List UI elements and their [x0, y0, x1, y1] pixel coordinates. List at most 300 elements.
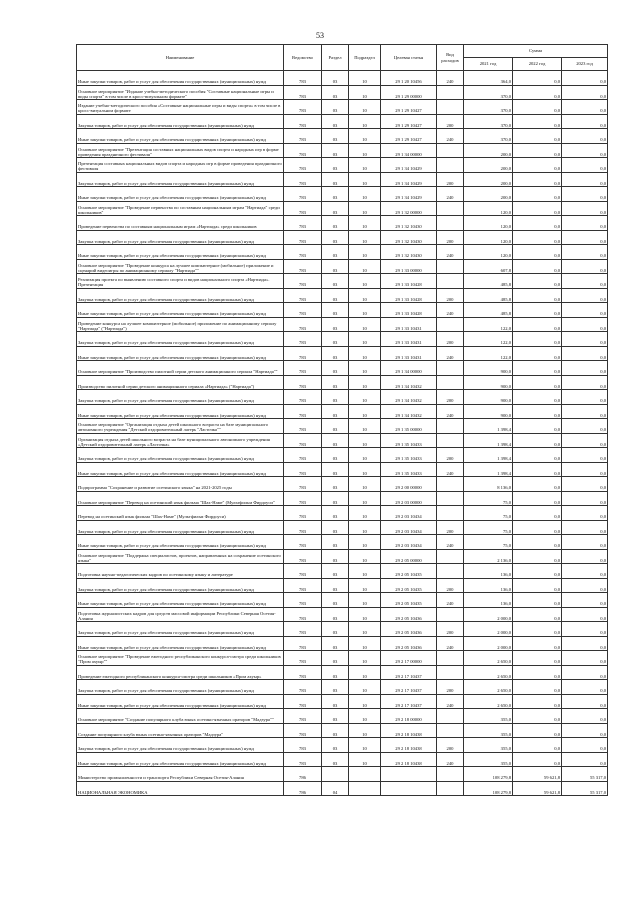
row-sum-2021: 2 650,0 — [464, 694, 513, 709]
row-vedomstvo: 783 — [284, 114, 322, 129]
row-vid — [437, 709, 464, 724]
row-sum-2023: 0,0 — [562, 317, 608, 332]
row-podrazdel: 10 — [349, 129, 381, 144]
row-sum-2021: 2 000,0 — [464, 636, 513, 651]
row-name: Основное мероприятие "Создание популярного клуба юных осетино-язычных ораторов "Мадзура"" — [77, 709, 284, 724]
row-razdel: 03 — [322, 245, 349, 260]
row-name: Иные закупки товаров, работ и услуг для обеспечения государственных (муниципальных) нужд — [77, 129, 284, 144]
row-vid: 200 — [437, 390, 464, 405]
row-razdel: 03 — [322, 71, 349, 86]
row-sum-2023: 0,0 — [562, 448, 608, 463]
row-vedomstvo: 783 — [284, 375, 322, 390]
row-razdel: 03 — [322, 129, 349, 144]
row-target: 29 1 35 10433 — [381, 433, 437, 448]
row-podrazdel: 10 — [349, 477, 381, 492]
row-vid — [437, 665, 464, 680]
row-sum-2022: 0,0 — [513, 274, 562, 289]
table-row — [77, 477, 608, 492]
row-razdel: 03 — [322, 85, 349, 100]
row-podrazdel: 10 — [349, 317, 381, 332]
row-target: 29 2 03 00000 — [381, 491, 437, 506]
row-vid — [437, 419, 464, 434]
row-sum-2023: 55 317,0 — [562, 781, 608, 796]
row-vedomstvo: 783 — [284, 709, 322, 724]
row-vedomstvo: 783 — [284, 129, 322, 144]
row-sum-2022: 0,0 — [513, 564, 562, 579]
row-sum-2023: 0,0 — [562, 462, 608, 477]
row-sum-2021: 370,0 — [464, 85, 513, 100]
budget-table — [76, 44, 608, 796]
row-name: Иные закупки товаров, работ и услуг для обеспечения государственных (муниципальных) нужд — [77, 593, 284, 608]
row-sum-2022: 0,0 — [513, 520, 562, 535]
row-razdel: 03 — [322, 448, 349, 463]
row-razdel: 03 — [322, 259, 349, 274]
row-vedomstvo: 783 — [284, 201, 322, 216]
header-podrazdel: Подраздел — [349, 45, 381, 71]
row-podrazdel: 10 — [349, 259, 381, 274]
row-sum-2022: 0,0 — [513, 317, 562, 332]
row-sum-2023: 0,0 — [562, 288, 608, 303]
row-vid: 240 — [437, 535, 464, 550]
row-sum-2022: 0,0 — [513, 143, 562, 158]
row-sum-2023: 0,0 — [562, 187, 608, 202]
row-sum-2022: 0,0 — [513, 694, 562, 709]
row-sum-2023: 0,0 — [562, 361, 608, 376]
row-sum-2022: 0,0 — [513, 680, 562, 695]
row-vedomstvo: 783 — [284, 607, 322, 622]
row-sum-2022: 0,0 — [513, 361, 562, 376]
row-sum-2022: 0,0 — [513, 448, 562, 463]
row-name: Основное мероприятие "Проведение ежегодного республиканского конкурса-смотра среди школьников "Пром ахуыр"" — [77, 651, 284, 666]
table-row — [77, 100, 608, 115]
row-sum-2021: 108 279,8 — [464, 781, 513, 796]
row-sum-2022: 0,0 — [513, 71, 562, 86]
row-vedomstvo: 783 — [284, 85, 322, 100]
row-sum-2021: 2 650,0 — [464, 680, 513, 695]
row-sum-2023: 0,0 — [562, 259, 608, 274]
row-target: 29 1 33 10431 — [381, 317, 437, 332]
row-sum-2022: 0,0 — [513, 404, 562, 419]
row-target: 29 1 33 10428 — [381, 288, 437, 303]
row-name: НАЦИОНАЛЬНАЯ ЭКОНОМИКА — [77, 781, 284, 796]
row-sum-2023: 0,0 — [562, 738, 608, 753]
row-sum-2022: 0,0 — [513, 665, 562, 680]
row-sum-2021: 200,0 — [464, 158, 513, 173]
row-podrazdel: 10 — [349, 578, 381, 593]
row-razdel: 03 — [322, 477, 349, 492]
row-target: 29 1 34 00000 — [381, 143, 437, 158]
row-vedomstvo: 783 — [284, 158, 322, 173]
row-name: Основное мероприятие "Издание учебно-методического пособия "Составные национальные игры и виды спорта" в том числе в кросс-визуальном формате" — [77, 85, 284, 100]
row-sum-2021: 75,0 — [464, 506, 513, 521]
row-target: 29 2 18 10438 — [381, 723, 437, 738]
row-name: Закупка товаров, работ и услуг для обеспечения государственных (муниципальных) нужд — [77, 738, 284, 753]
row-name: Закупка товаров, работ и услуг для обеспечения государственных (муниципальных) нужд — [77, 680, 284, 695]
row-razdel: 03 — [322, 433, 349, 448]
row-vid — [437, 477, 464, 492]
table-row — [77, 274, 608, 289]
row-podrazdel: 10 — [349, 404, 381, 419]
row-podrazdel: 10 — [349, 752, 381, 767]
row-vid — [437, 491, 464, 506]
row-name: Подпрограмма "Сохранение и развитие осетинского языка" на 2021-2025 годы — [77, 477, 284, 492]
row-target: 29 2 05 10435 — [381, 578, 437, 593]
row-razdel: 03 — [322, 419, 349, 434]
row-podrazdel: 10 — [349, 593, 381, 608]
table-row — [77, 709, 608, 724]
row-podrazdel: 10 — [349, 448, 381, 463]
row-sum-2022: 0,0 — [513, 129, 562, 144]
row-sum-2021: 485,8 — [464, 274, 513, 289]
row-razdel: 03 — [322, 230, 349, 245]
row-podrazdel: 10 — [349, 274, 381, 289]
row-name: Основное мероприятие "Проведение первенства по составным национальным играм "Нартиада" среди школьников" — [77, 201, 284, 216]
row-vedomstvo: 783 — [284, 303, 322, 318]
row-podrazdel: 10 — [349, 462, 381, 477]
row-razdel: 03 — [322, 651, 349, 666]
row-vid — [437, 607, 464, 622]
row-sum-2023: 0,0 — [562, 143, 608, 158]
row-name: Проведение первенства по составным национальным играм «Нартиада» среди школьников — [77, 216, 284, 231]
row-razdel: 03 — [322, 520, 349, 535]
row-name: Подготовка журналистских кадров для средств массовой информации Республики Северная Осетия-Алания — [77, 607, 284, 622]
row-razdel: 03 — [322, 390, 349, 405]
row-vid — [437, 201, 464, 216]
row-vid — [437, 100, 464, 115]
row-vid: 200 — [437, 114, 464, 129]
row-vedomstvo: 783 — [284, 245, 322, 260]
row-razdel: 03 — [322, 549, 349, 564]
header-sum: Сумма — [464, 45, 608, 58]
row-sum-2023: 0,0 — [562, 578, 608, 593]
table-row — [77, 201, 608, 216]
table-row — [77, 419, 608, 434]
row-vid — [437, 506, 464, 521]
row-sum-2023: 0,0 — [562, 172, 608, 187]
row-razdel — [322, 767, 349, 782]
row-podrazdel: 10 — [349, 230, 381, 245]
row-target: 29 2 05 10436 — [381, 636, 437, 651]
row-target: 29 1 32 10430 — [381, 245, 437, 260]
row-vedomstvo: 783 — [284, 390, 322, 405]
row-vid: 240 — [437, 71, 464, 86]
row-sum-2023: 0,0 — [562, 593, 608, 608]
row-sum-2021: 355,0 — [464, 723, 513, 738]
row-sum-2023: 0,0 — [562, 158, 608, 173]
row-name: Закупка товаров, работ и услуг для обеспечения государственных (муниципальных) нужд — [77, 520, 284, 535]
row-podrazdel: 10 — [349, 564, 381, 579]
row-sum-2022: 0,0 — [513, 738, 562, 753]
row-sum-2021: 2 136,0 — [464, 549, 513, 564]
row-name: Основное мероприятие "Организация отдыха детей школьного возраста на базе муниципального автономного учреждения "Детский оздоровительный лагерь "Ласточка"" — [77, 419, 284, 434]
row-sum-2022: 0,0 — [513, 158, 562, 173]
row-vid — [437, 767, 464, 782]
row-sum-2021: 122,0 — [464, 317, 513, 332]
row-vedomstvo: 783 — [284, 346, 322, 361]
row-razdel: 03 — [322, 694, 349, 709]
row-vedomstvo: 783 — [284, 549, 322, 564]
row-sum-2022: 0,0 — [513, 230, 562, 245]
row-name: Закупка товаров, работ и услуг для обеспечения государственных (муниципальных) нужд — [77, 288, 284, 303]
row-razdel: 03 — [322, 462, 349, 477]
row-podrazdel — [349, 767, 381, 782]
row-razdel: 03 — [322, 636, 349, 651]
row-sum-2022: 0,0 — [513, 506, 562, 521]
row-sum-2021: 900,0 — [464, 361, 513, 376]
row-razdel: 03 — [322, 665, 349, 680]
row-vedomstvo: 783 — [284, 738, 322, 753]
row-razdel: 03 — [322, 752, 349, 767]
table-row — [77, 158, 608, 173]
table-row — [77, 752, 608, 767]
row-vid — [437, 651, 464, 666]
row-podrazdel: 10 — [349, 332, 381, 347]
row-sum-2021: 900,0 — [464, 375, 513, 390]
row-name: Производство пилотной серии детского анимационного сериала «Нартиада» ("Нартиада") — [77, 375, 284, 390]
row-target: 29 1 29 10427 — [381, 114, 437, 129]
row-sum-2023: 0,0 — [562, 216, 608, 231]
row-target: 29 1 34 10429 — [381, 172, 437, 187]
row-sum-2023: 0,0 — [562, 303, 608, 318]
row-target: 29 2 17 00000 — [381, 651, 437, 666]
row-sum-2023: 0,0 — [562, 723, 608, 738]
row-sum-2023: 0,0 — [562, 245, 608, 260]
row-vid — [437, 564, 464, 579]
row-sum-2021: 364,0 — [464, 71, 513, 86]
row-sum-2023: 0,0 — [562, 390, 608, 405]
row-vedomstvo: 783 — [284, 535, 322, 550]
table-row — [77, 636, 608, 651]
table-row — [77, 245, 608, 260]
table-row — [77, 288, 608, 303]
row-vedomstvo: 783 — [284, 622, 322, 637]
header-razdel: Раздел — [322, 45, 349, 71]
row-razdel: 03 — [322, 622, 349, 637]
row-vedomstvo: 783 — [284, 361, 322, 376]
row-sum-2021: 485,8 — [464, 288, 513, 303]
row-razdel: 03 — [322, 143, 349, 158]
row-name: Подготовка научно-педагогических кадров по осетинскому языку и литературе — [77, 564, 284, 579]
row-name: Иные закупки товаров, работ и услуг для обеспечения государственных (муниципальных) нужд — [77, 462, 284, 477]
row-podrazdel: 10 — [349, 158, 381, 173]
row-name: Иные закупки товаров, работ и услуг для обеспечения государственных (муниципальных) нужд — [77, 694, 284, 709]
row-podrazdel: 10 — [349, 491, 381, 506]
row-sum-2022: 0,0 — [513, 622, 562, 637]
table-row — [77, 433, 608, 448]
row-name: Основное мероприятие "Перевод на осетинский язык фильма "Шах-Наме" (Мультфильм Фирдоуси" — [77, 491, 284, 506]
row-podrazdel: 10 — [349, 433, 381, 448]
table-row — [77, 593, 608, 608]
row-sum-2022: 0,0 — [513, 100, 562, 115]
row-target: 29 2 05 00000 — [381, 549, 437, 564]
row-sum-2023: 0,0 — [562, 346, 608, 361]
row-vedomstvo: 783 — [284, 187, 322, 202]
row-vid: 200 — [437, 230, 464, 245]
row-sum-2021: 1 398,4 — [464, 433, 513, 448]
row-sum-2023: 0,0 — [562, 129, 608, 144]
row-razdel: 03 — [322, 201, 349, 216]
row-name: Основное мероприятие "Поддержка специалистов, проектов, направленных на сохранение осетинского языка" — [77, 549, 284, 564]
row-target: 29 1 20 10456 — [381, 71, 437, 86]
row-target: 29 2 18 10438 — [381, 738, 437, 753]
row-razdel: 03 — [322, 317, 349, 332]
table-row — [77, 564, 608, 579]
row-vedomstvo: 786 — [284, 767, 322, 782]
row-target: 29 2 03 10434 — [381, 506, 437, 521]
row-vid — [437, 723, 464, 738]
row-sum-2022: 0,0 — [513, 578, 562, 593]
row-target: 29 1 29 10427 — [381, 129, 437, 144]
row-vid — [437, 216, 464, 231]
row-sum-2023: 0,0 — [562, 564, 608, 579]
row-vid: 200 — [437, 578, 464, 593]
row-sum-2021: 370,0 — [464, 100, 513, 115]
row-vid: 240 — [437, 245, 464, 260]
row-sum-2022: 0,0 — [513, 723, 562, 738]
table-row — [77, 303, 608, 318]
row-razdel: 03 — [322, 332, 349, 347]
row-vedomstvo: 783 — [284, 100, 322, 115]
row-vid: 200 — [437, 622, 464, 637]
row-sum-2021: 1 398,4 — [464, 462, 513, 477]
row-sum-2021: 200,0 — [464, 187, 513, 202]
table-row — [77, 187, 608, 202]
row-razdel: 03 — [322, 100, 349, 115]
row-vedomstvo: 783 — [284, 665, 322, 680]
row-target: 29 1 33 10428 — [381, 274, 437, 289]
row-vid — [437, 143, 464, 158]
row-sum-2023: 0,0 — [562, 549, 608, 564]
row-target: 29 1 34 10432 — [381, 375, 437, 390]
row-razdel: 03 — [322, 709, 349, 724]
row-sum-2022: 0,0 — [513, 245, 562, 260]
row-vedomstvo: 783 — [284, 752, 322, 767]
row-sum-2023: 0,0 — [562, 85, 608, 100]
row-sum-2023: 0,0 — [562, 433, 608, 448]
row-sum-2023: 0,0 — [562, 607, 608, 622]
row-sum-2023: 0,0 — [562, 491, 608, 506]
row-podrazdel: 10 — [349, 709, 381, 724]
row-target: 29 2 05 10436 — [381, 607, 437, 622]
row-vedomstvo: 783 — [284, 462, 322, 477]
header-vid: Вид расходов — [437, 45, 464, 71]
table-row — [77, 143, 608, 158]
row-vedomstvo: 783 — [284, 636, 322, 651]
row-vedomstvo: 783 — [284, 448, 322, 463]
row-sum-2021: 355,0 — [464, 752, 513, 767]
row-name: Издание учебно-методического пособия «Составные национальные игры и виды спорта» в том числе в кросс-визуальном формате — [77, 100, 284, 115]
row-podrazdel: 10 — [349, 665, 381, 680]
row-vid: 200 — [437, 520, 464, 535]
row-podrazdel: 10 — [349, 100, 381, 115]
row-vedomstvo: 783 — [284, 288, 322, 303]
row-sum-2022: 0,0 — [513, 216, 562, 231]
row-sum-2023: 0,0 — [562, 71, 608, 86]
row-target: 29 2 00 00000 — [381, 477, 437, 492]
row-name: Иные закупки товаров, работ и услуг для обеспечения государственных (муниципальных) нужд — [77, 404, 284, 419]
row-vid: 240 — [437, 129, 464, 144]
row-sum-2021: 200,0 — [464, 172, 513, 187]
row-sum-2021: 1 398,4 — [464, 419, 513, 434]
row-razdel: 03 — [322, 303, 349, 318]
row-sum-2021: 2 650,0 — [464, 651, 513, 666]
row-razdel: 04 — [322, 781, 349, 796]
row-sum-2021: 136,0 — [464, 593, 513, 608]
row-target: 29 1 34 00000 — [381, 361, 437, 376]
row-target: 29 2 18 00000 — [381, 709, 437, 724]
row-sum-2021: 8 136,0 — [464, 477, 513, 492]
row-sum-2021: 120,0 — [464, 201, 513, 216]
row-name: Перевод на осетинский язык фильма "Шах-Наме" (Мультфильм Фирдоуси) — [77, 506, 284, 521]
row-sum-2023: 0,0 — [562, 636, 608, 651]
row-sum-2021: 2 000,0 — [464, 607, 513, 622]
row-target: 29 1 35 10433 — [381, 448, 437, 463]
row-sum-2023: 0,0 — [562, 651, 608, 666]
table-row — [77, 607, 608, 622]
row-podrazdel: 10 — [349, 651, 381, 666]
row-sum-2022: 0,0 — [513, 85, 562, 100]
table-row — [77, 317, 608, 332]
row-sum-2021: 900,0 — [464, 404, 513, 419]
row-razdel: 03 — [322, 361, 349, 376]
row-sum-2021: 370,0 — [464, 129, 513, 144]
row-razdel: 03 — [322, 274, 349, 289]
row-target: 29 1 34 10432 — [381, 390, 437, 405]
row-sum-2021: 122,0 — [464, 346, 513, 361]
row-vedomstvo: 783 — [284, 404, 322, 419]
row-target: 29 2 05 10436 — [381, 622, 437, 637]
row-sum-2021: 485,8 — [464, 303, 513, 318]
row-vedomstvo: 783 — [284, 694, 322, 709]
row-razdel: 03 — [322, 535, 349, 550]
row-sum-2023: 0,0 — [562, 419, 608, 434]
row-sum-2023: 0,0 — [562, 709, 608, 724]
row-sum-2022: 0,0 — [513, 752, 562, 767]
row-sum-2022: 0,0 — [513, 636, 562, 651]
row-sum-2021: 120,0 — [464, 245, 513, 260]
table-row — [77, 694, 608, 709]
row-vedomstvo: 783 — [284, 274, 322, 289]
row-sum-2023: 0,0 — [562, 375, 608, 390]
row-vedomstvo: 783 — [284, 259, 322, 274]
row-name: Основное мероприятие "Проведение конкурса на лучшее компьютерное (мобильное) приложение и сценарий видеоигры по анимационному сериалу "Нартиада"" — [77, 259, 284, 274]
row-name: Реализация проекта по выявлению составного спорта и видов национального спорта «Нартиада». Презентация — [77, 274, 284, 289]
header-name: Наименование — [77, 45, 284, 71]
table-row — [77, 622, 608, 637]
row-podrazdel: 10 — [349, 549, 381, 564]
row-sum-2022: 0,0 — [513, 390, 562, 405]
row-target: 29 2 03 10434 — [381, 535, 437, 550]
table-row — [77, 665, 608, 680]
row-name: Закупка товаров, работ и услуг для обеспечения государственных (муниципальных) нужд — [77, 578, 284, 593]
row-target: 29 1 33 00000 — [381, 259, 437, 274]
row-name: Проведение конкурса на лучшее компьютерное (мобильное) приложение по анимационному сериалу "Нартиада" ("Нартиада") — [77, 317, 284, 332]
row-sum-2022: 0,0 — [513, 187, 562, 202]
row-podrazdel: 10 — [349, 187, 381, 202]
row-sum-2021: 120,0 — [464, 216, 513, 231]
row-sum-2022: 0,0 — [513, 651, 562, 666]
row-vedomstvo: 783 — [284, 71, 322, 86]
row-name: Иные закупки товаров, работ и услуг для обеспечения государственных (муниципальных) нужд — [77, 535, 284, 550]
table-row — [77, 520, 608, 535]
row-podrazdel: 10 — [349, 622, 381, 637]
row-name: Иные закупки товаров, работ и услуг для обеспечения государственных (муниципальных) нужд — [77, 187, 284, 202]
row-sum-2023: 0,0 — [562, 665, 608, 680]
row-vid — [437, 85, 464, 100]
row-name: Основное мероприятие "Презентация составных национальных видов спорта и народных игр в форме проведения праздничного фестиваля" — [77, 143, 284, 158]
row-sum-2021: 1 398,4 — [464, 448, 513, 463]
table-row — [77, 549, 608, 564]
